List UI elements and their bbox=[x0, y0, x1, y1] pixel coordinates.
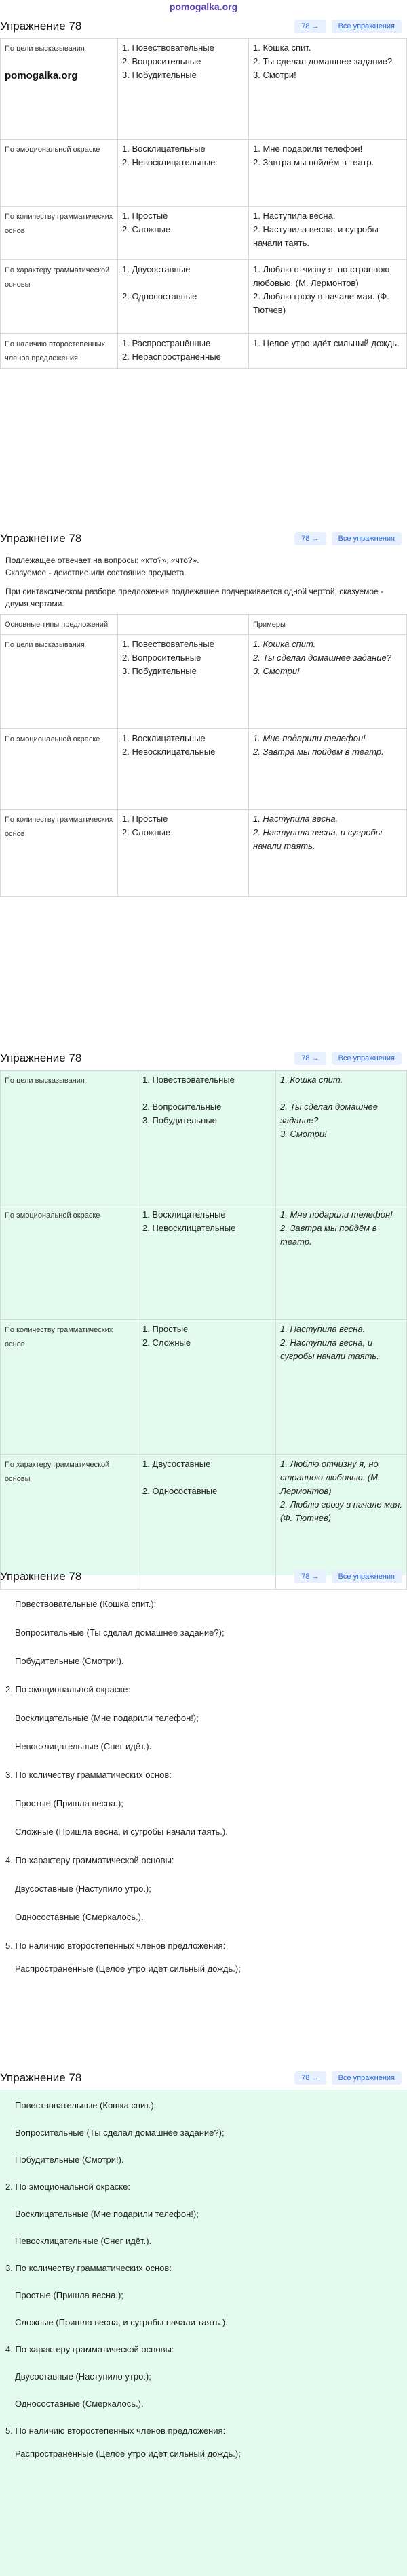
exercise-number-button[interactable]: 78 → bbox=[294, 1052, 326, 1065]
all-exercises-button[interactable]: Все упражнения bbox=[332, 2071, 402, 2085]
table-row: По наличию второстепенных членов предложения 1. Распространённые 2. Нераспространённые 1. Целое утро идёт сильный дождь. bbox=[1, 334, 407, 369]
table-row: По количеству грамматических основ 1. Простые 2. Сложные 1. Наступила весна. 2. Наступила весна, и сугробы начали таять. bbox=[1, 810, 407, 897]
types-list: Повествовательные (Кошка спит.); Вопросительные (Ты сделал домашнее задание?); Побудительные (Смотри!). 2. По эмоциональной окраске: Восклицательные (Мне подарили телефон!); Невосклицательные (Снег идёт.). 3. По количеству грамматических основ: Простые (Пришла весна.); Сложные (Пришла весна, и сугробы начали таять.). 4. По характеру грамматической основы: Двусоставные (Наступило утро.); Односоставные (Смеркалось.). 5. По наличию второстепенных членов предложения: Распространённые (Целое утро идёт сильный дождь.); bbox=[5, 1599, 241, 1974]
exercise-title: Упражнение 78 bbox=[0, 1052, 82, 1064]
sentence-types-table bbox=[0, 38, 407, 369]
table-row: По цели высказывания 1. Повествовательные 2. Вопросительные 3. Побудительные 1. Кошка спит. 2. Ты сделал домашнее задание? 3. Смотри! bbox=[1, 1071, 407, 1205]
exercise-number-button[interactable]: 78 → bbox=[294, 2071, 326, 2085]
table-row: По количеству грамматических основ 1. Простые 2. Сложные 1. Наступила весна. 2. Наступила весна, и сугробы начали таять. bbox=[1, 207, 407, 260]
exercise-panel-3 bbox=[0, 1047, 407, 1575]
types-list-2: Повествовательные (Кошка спит.); Вопросительные (Ты сделал домашнее задание?); Побудительные (Смотри!). 2. По эмоциональной окраске: Восклицательные (Мне подарили телефон!); Невосклицательные (Снег идёт.). 3. По количеству грамматических основ: Простые (Пришла весна.); Сложные (Пришла весна, и сугробы начали таять.). 4. По характеру грамматической основы: Двусоставные (Наступило утро.); Односоставные (Смеркалось.). 5. По наличию второстепенных членов предложения: Распространённые (Целое утро идёт сильный дождь.); bbox=[5, 2100, 241, 2459]
exercise-number-button[interactable]: 78 → bbox=[294, 1570, 326, 1583]
all-exercises-button[interactable]: Все упражнения bbox=[332, 20, 402, 33]
table-row: По характеру грамматической основы 1. Двусоставные 2. Односоставные 1. Люблю отчизну я, но странною любовью. (М. Лермонтов) 2. Люблю грозу в начале мая. (Ф. Тютчев) bbox=[1, 1455, 407, 1590]
table-row: По характеру грамматической основы 1. Двусоставные 2. Односоставные 1. Люблю отчизну я, но странною любовью. (М. Лермонтов) 2. Люблю грозу в начале мая. (Ф. Тютчев) bbox=[1, 260, 407, 334]
exercise-title: Упражнение 78 bbox=[0, 532, 82, 545]
exercise-title: Упражнение 78 bbox=[0, 2071, 82, 2084]
table-row: По количеству грамматических основ 1. Простые 2. Сложные 1. Наступила весна. 2. Наступила весна, и сугробы начали таять. bbox=[1, 1320, 407, 1455]
panel-header bbox=[0, 15, 407, 38]
table-row: По цели высказывания pomogalka.org 1. Повествовательные 2. Вопросительные 3. Побудительные 1. Кошка спит. 2. Ты сделал домашнее задание? 3. Смотри! bbox=[1, 39, 407, 140]
all-exercises-button[interactable]: Все упражнения bbox=[332, 532, 402, 545]
all-exercises-button[interactable]: Все упражнения bbox=[332, 1570, 402, 1583]
table-row: По эмоциональной окраске 1. Восклицательные 2. Невосклицательные 1. Мне подарили телефон! 2. Завтра мы пойдём в театр. bbox=[1, 1205, 407, 1320]
table-row: По эмоциональной окраске 1. Восклицательные 2. Невосклицательные 1. Мне подарили телефон! 2. Завтра мы пойдём в театр. bbox=[1, 140, 407, 207]
table-row: По эмоциональной окраске 1. Восклицательные 2. Невосклицательные 1. Мне подарили телефон! 2. Завтра мы пойдём в театр. bbox=[1, 729, 407, 810]
exercise-number-button[interactable]: 78 → bbox=[294, 532, 326, 545]
exercise-panel-5 bbox=[0, 2066, 407, 2576]
sentence-types-table-2: Основные типы предложений Примеры По цели высказывания 1. Повествовательные 2. Вопросительные 3. Побудительные 1. Кошка спит. 2. Ты сделал домашнее задание? 3. Смотри! По эмоциональной окраске 1. Восклицательные 2. Невосклицательные 1. Мне подарили телефон! 2. Завтра мы пойдём в театр. По количеству грамматических основ 1. Простые 2. Сложные 1. Наступила весна. 2. Наступила весна, и сугробы начали таять. bbox=[0, 614, 407, 897]
exercise-title: Упражнение 78 bbox=[0, 20, 82, 33]
exercise-panel-4 bbox=[0, 1565, 407, 2053]
exercise-title: Упражнение 78 bbox=[0, 1570, 82, 1583]
site-logo[interactable]: pomogalka.org bbox=[169, 1, 238, 12]
intro-text: Подлежащее отвечает на вопросы: «кто?», «что?». Сказуемое - действие или состояние предмета. При синтаксическом разборе предложения подлежащее подчеркивается одной чертой, сказуемое - двумя чертами. bbox=[5, 556, 384, 608]
exercise-number-button[interactable]: 78 → bbox=[294, 20, 326, 33]
table-row: По цели высказывания 1. Повествовательные 2. Вопросительные 3. Побудительные 1. Кошка спит. 2. Ты сделал домашнее задание? 3. Смотри! bbox=[1, 635, 407, 729]
exercise-panel-2 bbox=[0, 527, 407, 1032]
sentence-types-table-3 bbox=[0, 1070, 407, 1590]
all-exercises-button[interactable]: Все упражнения bbox=[332, 1052, 402, 1065]
exercise-panel-1 bbox=[0, 15, 407, 362]
